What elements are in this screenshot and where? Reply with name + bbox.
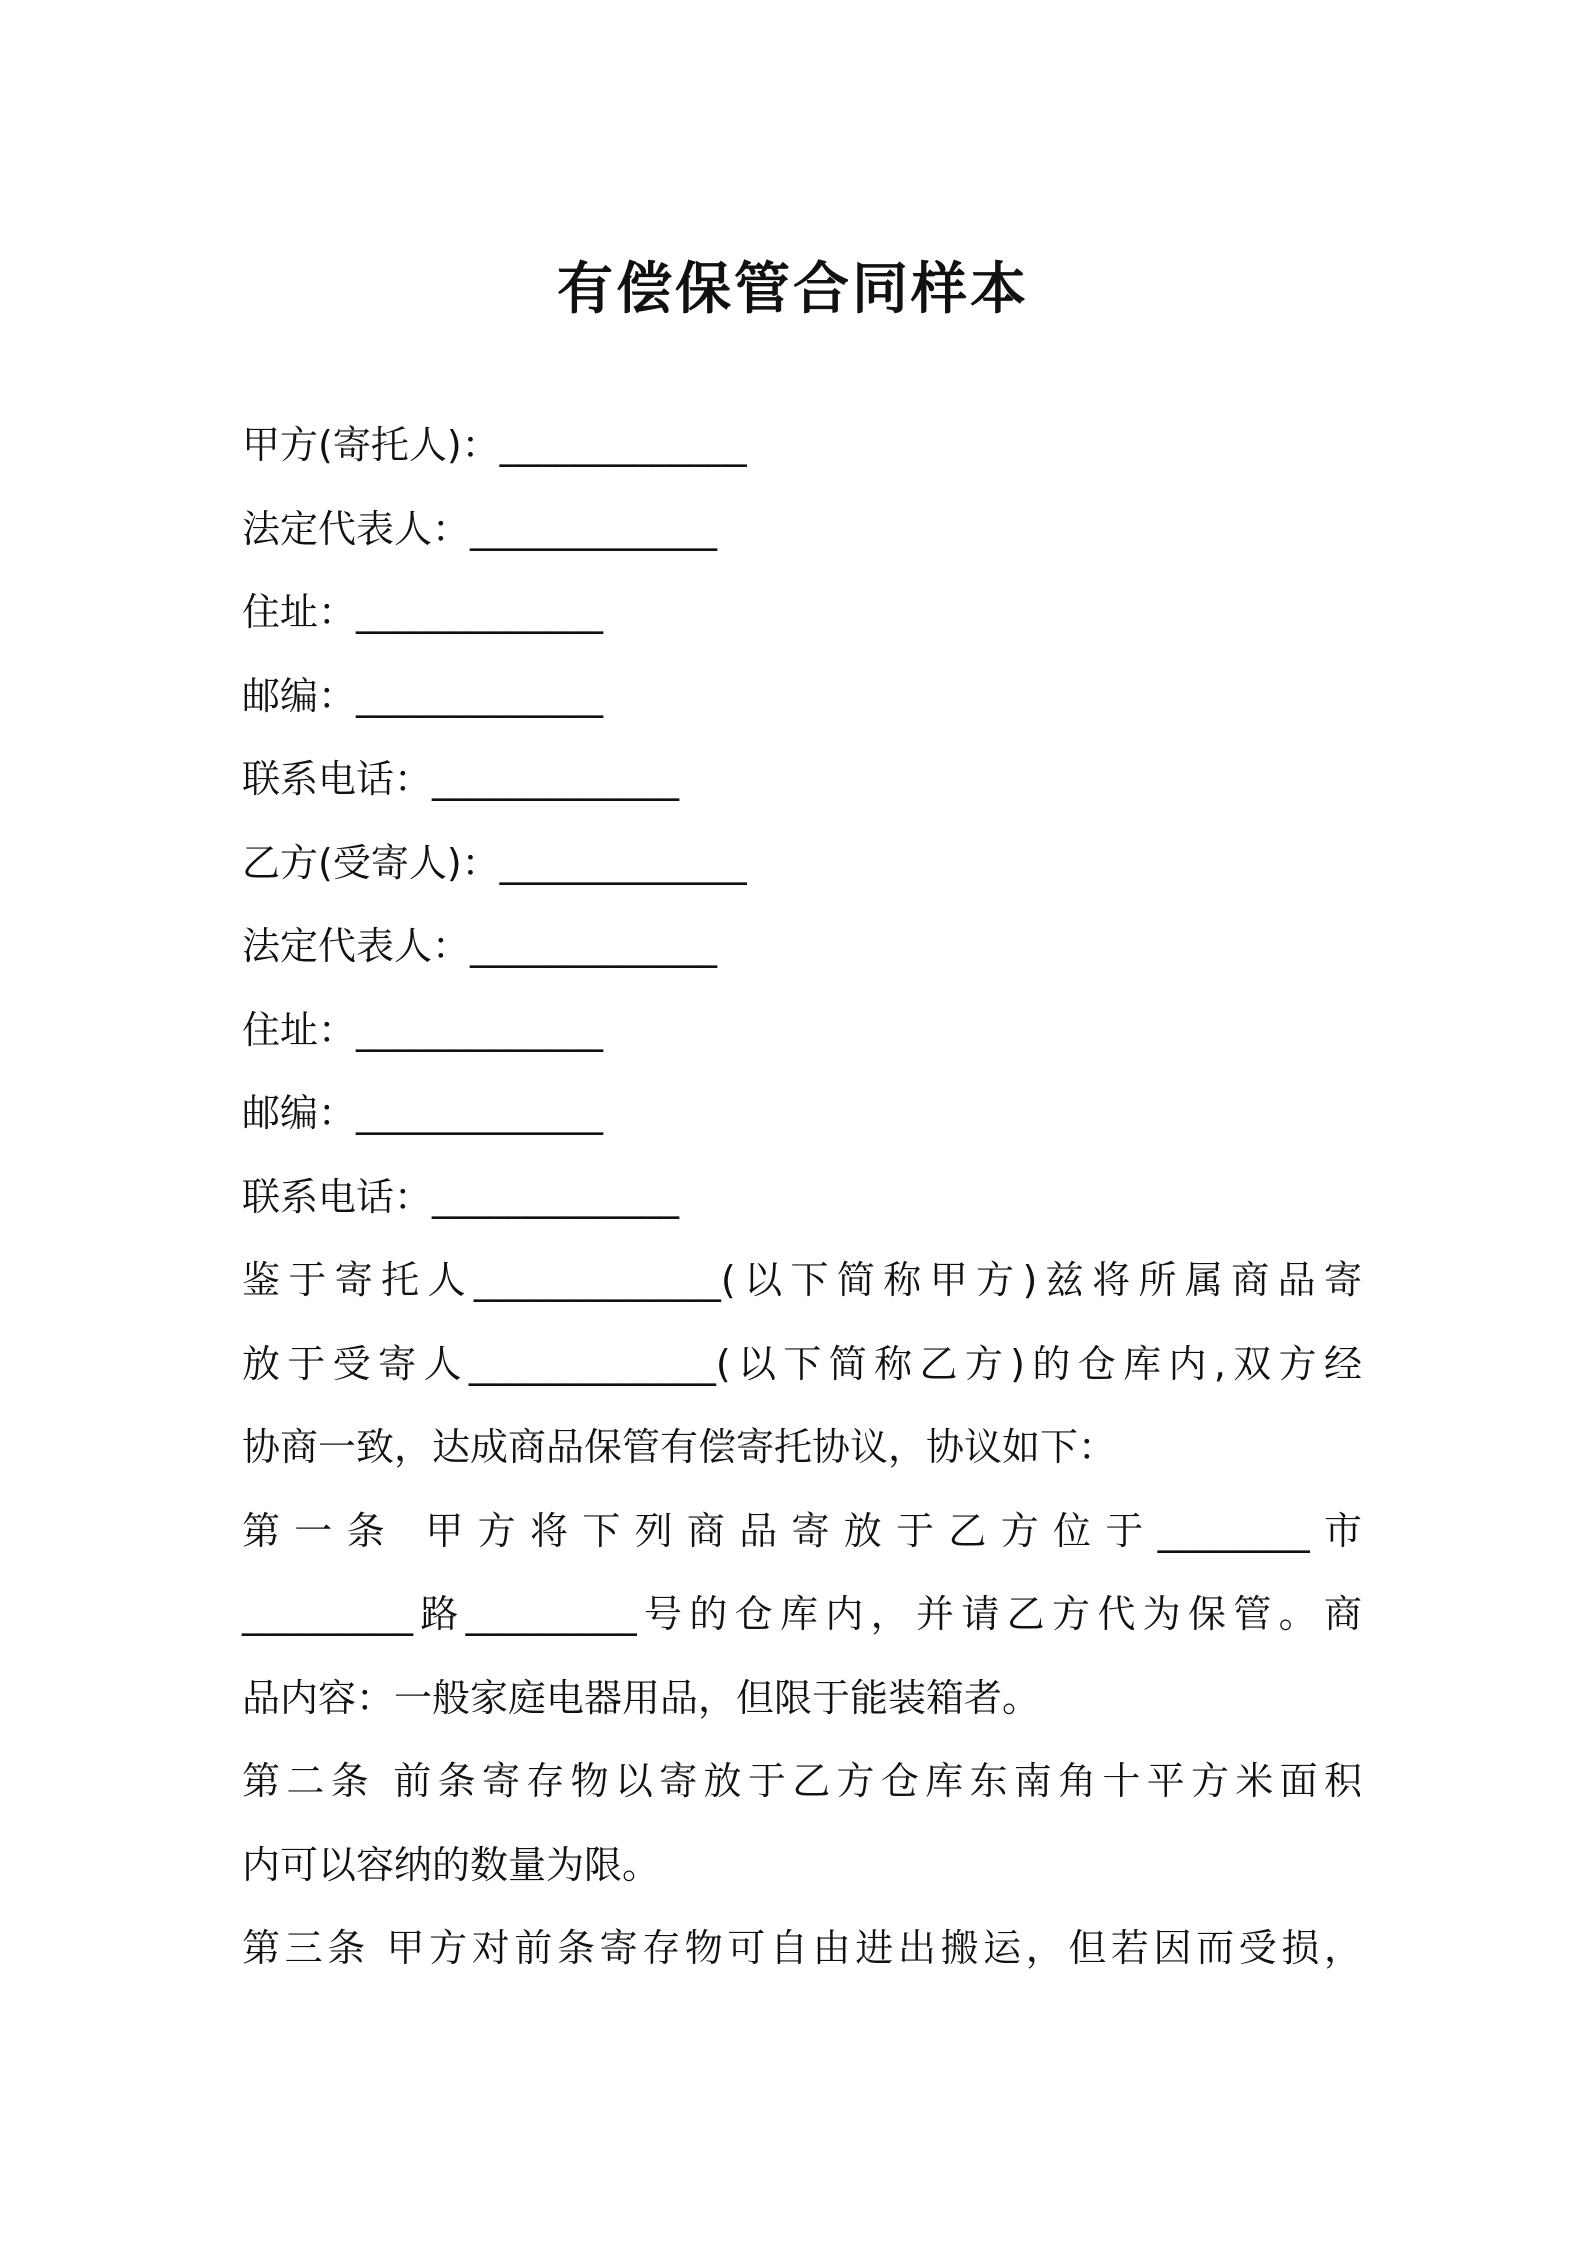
party-b-postcode-line: 邮编：_____________ [242, 1091, 604, 1135]
document-body [242, 404, 1362, 1991]
party-a-name-line: 甲方(寄托人)：_____________ [242, 423, 747, 467]
party-a-postcode-line: 邮编：_____________ [242, 673, 604, 718]
party-b-address-line: 住址：_____________ [242, 1007, 604, 1052]
preamble-line-3: 协商一致，达成商品保管有偿寄托协议，协议如下： [242, 1425, 1117, 1469]
article-1-line-2: _________路_________号的仓库内，并请乙方代为保管。商 [242, 1592, 1362, 1636]
party-a-address-line: 住址：_____________ [242, 590, 604, 634]
party-b-phone-line: 联系电话：_____________ [242, 1174, 680, 1219]
article-3-line-1: 第三条 甲方对前条寄存物可自由进出搬运，但若因而受损， [242, 1926, 1362, 1970]
party-a-representative-line: 法定代表人：_____________ [242, 506, 718, 551]
document-title: 有偿保管合同样本 [557, 257, 1029, 322]
article-2-line-2: 内可以容纳的数量为限。 [242, 1842, 661, 1887]
article-2-line-1: 第二条 前条寄存物以寄放于乙方仓库东南角十平方米面积 [242, 1759, 1362, 1803]
party-b-representative-line: 法定代表人：_____________ [242, 924, 718, 968]
article-1-line-3: 品内容：一般家庭电器用品，但限于能装箱者。 [242, 1675, 1041, 1720]
preamble-line-1: 鉴于寄托人_____________(以下简称甲方)兹将所属商品寄 [242, 1258, 1362, 1302]
article-1-line-1: 第一条 甲方将下列商品寄放于乙方位于________市 [242, 1508, 1362, 1553]
party-a-phone-line: 联系电话：_____________ [242, 757, 680, 801]
preamble-line-2: 放于受寄人_____________(以下简称乙方)的仓库内,双方经 [242, 1341, 1362, 1386]
party-b-name-line: 乙方(受寄人)：_____________ [242, 840, 747, 885]
